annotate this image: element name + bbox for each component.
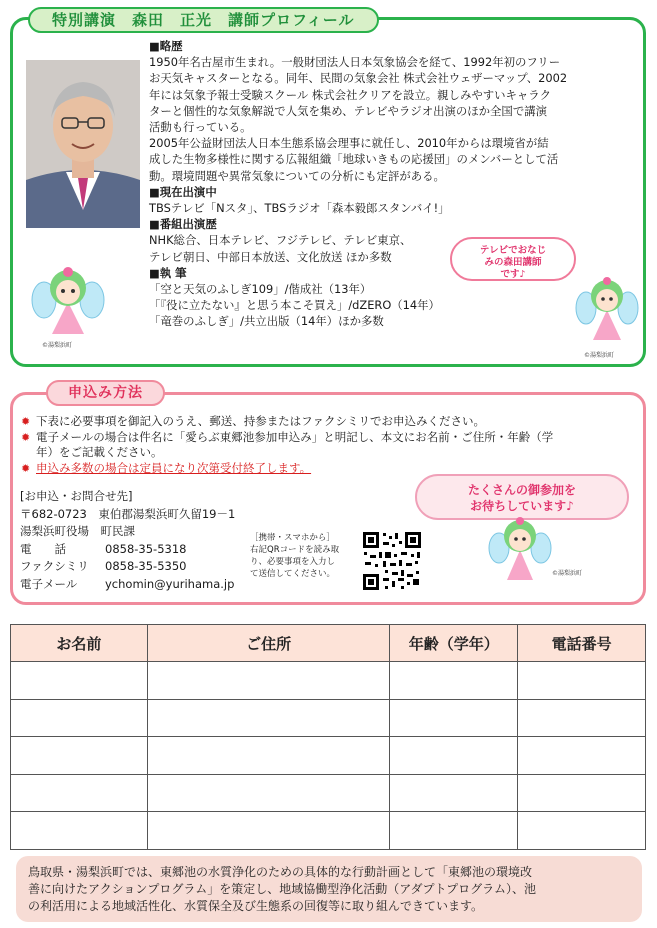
age-cell[interactable]: [390, 737, 518, 775]
email-address[interactable]: ychomin@yurihama.jp: [105, 576, 235, 591]
speech-line: みの森田講師: [484, 257, 542, 268]
speech-line: テレビでおなじ: [479, 245, 547, 256]
qr-code-icon[interactable]: [361, 530, 423, 592]
books-line: 「『役に立たない』と思う本こそ買え」/dZERO（14年）: [149, 298, 440, 313]
contact-info: [20, 488, 235, 593]
bio-line: 成した生物多様性に関する広報組織「地球いきもの応援団」のメンバーとして活: [149, 152, 559, 167]
books-line: 「空と天気のふしぎ109」/偕成社（13年）: [149, 282, 372, 297]
apply-bullets: [20, 414, 620, 476]
age-cell[interactable]: [390, 662, 518, 700]
name-cell[interactable]: [11, 774, 148, 812]
qr-note-line: 右記QRコードを読み取: [250, 545, 340, 555]
qr-note-line: り、必要事項を入力し: [250, 557, 336, 567]
address-cell[interactable]: [147, 812, 390, 850]
bio-line: お天気キャスターとなる。同年、民間の気象会社 株式会社ウェザーマップ、2002: [149, 71, 568, 86]
name-cell[interactable]: [11, 812, 148, 850]
table-header-row: [11, 625, 646, 662]
header-name: お名前: [11, 625, 148, 662]
phone-cell[interactable]: [518, 812, 646, 850]
qr-note: [250, 532, 360, 580]
contact-phone-row: [20, 541, 235, 559]
invite-line: お待ちしています♪: [470, 499, 574, 513]
lecturer-bio: [149, 38, 634, 330]
phone-cell[interactable]: [518, 699, 646, 737]
table-row: [11, 774, 646, 812]
current-heading: ■現在出演中: [149, 184, 217, 199]
bio-line: 動。環境問題や異常気象についての分析にも定評がある。: [149, 168, 445, 183]
address-cell[interactable]: [147, 737, 390, 775]
header-phone: 電話番号: [518, 625, 646, 662]
bio-line: 年には気象予報士受験スクール 株式会社クリアを設立。親しみやすいキャラク: [149, 87, 552, 102]
credit-right: ©湯梨浜町: [584, 352, 615, 359]
shows-line: テレビ朝日、中部日本放送、文化放送 ほか多数: [149, 249, 392, 264]
table-row: [11, 699, 646, 737]
phone-number: 0858-35-5318: [105, 541, 187, 556]
contact-heading: [お申込・お問合せ先]: [20, 489, 133, 503]
qr-note-line: ［携帯・スマホから］: [250, 533, 335, 543]
bullet-mark-icon: ✹: [21, 461, 31, 475]
age-cell[interactable]: [390, 774, 518, 812]
credit-left: ©湯梨浜町: [42, 342, 73, 349]
bullet-mark-icon: ✹: [21, 415, 31, 428]
name-cell[interactable]: [11, 699, 148, 737]
portrait-illustration: [26, 60, 140, 228]
mascot-fairy-right-icon: [574, 272, 640, 346]
mascot-fairy-apply-icon: [488, 514, 552, 584]
name-cell[interactable]: [11, 662, 148, 700]
bullet-text: 下表に必要事項を御記入のうえ、郵送、持参またはファクシミリでお申込みください。: [36, 414, 485, 428]
bio-line: 2005年公益財団法人日本生態系協会理事に就任し、2010年からは環境省が結: [149, 136, 549, 151]
footer-line: 善に向けたアクションプログラム」を策定し、地域協働型浄化活動（アダプトプログラム）、池: [28, 882, 536, 896]
footer-line: 鳥取県・湯梨浜町では、東郷池の水質浄化のための具体的な行動計画として「東郷池の環境改: [28, 865, 533, 879]
bullet-mark-icon: ✹: [21, 430, 31, 444]
bullet-text-cont: 年）をご記載ください。: [36, 445, 163, 460]
phone-label: 電 話: [20, 541, 66, 556]
phone-cell[interactable]: [518, 774, 646, 812]
age-cell[interactable]: [390, 699, 518, 737]
application-form-table: [10, 624, 646, 850]
contact-office: 湯梨浜町役場 町民課: [20, 524, 135, 538]
profile-title: 特別講演 森田 正光 講師プロフィール: [28, 7, 379, 33]
table-row: [11, 812, 646, 850]
footer-line: の利活用による地域活性化、水質保全及び生態系の回復等に取り組んできています。: [28, 899, 484, 913]
phone-cell[interactable]: [518, 662, 646, 700]
qr-note-line: て送信してください。: [250, 569, 336, 579]
current-line: TBSテレビ「Nスタ」、TBSラジオ「森本毅郎スタンバイ!」: [149, 201, 450, 216]
fax-number: 0858-35-5350: [105, 559, 187, 573]
mascot-fairy-left-icon: [30, 262, 106, 340]
lecturer-portrait: [26, 60, 140, 228]
fax-label: ファクシミリ: [20, 559, 89, 573]
bio-line: ターと個性的な気象解説で人気を集め、テレビやラジオ出演のほか全国で講演: [149, 103, 547, 118]
apply-bullet: [20, 414, 620, 430]
address-cell[interactable]: [147, 699, 390, 737]
contact-email-row: [20, 576, 235, 594]
table-row: [11, 737, 646, 775]
invite-line: たくさんの御参加を: [467, 483, 576, 497]
books-heading: ■執 筆: [149, 265, 187, 280]
apply-title: 申込み方法: [46, 380, 165, 406]
header-address: ご住所: [147, 625, 390, 662]
credit-apply: ©湯梨浜町: [552, 570, 583, 577]
shows-line: NHK総合、日本テレビ、フジテレビ、テレビ東京、: [149, 233, 412, 248]
age-cell[interactable]: [390, 812, 518, 850]
shows-heading: ■番組出演歴: [149, 217, 217, 232]
address-cell[interactable]: [147, 774, 390, 812]
bullet-text: 電子メールの場合は件名に「愛らぶ東郷池参加申込み」と明記し、本文にお名前・ご住所・年齢（学: [36, 429, 554, 444]
books-line: 「竜巻のふしぎ」/共立出版（14年）ほか多数: [149, 314, 384, 329]
header-age: 年齢（学年）: [390, 625, 518, 662]
footer-note: [16, 856, 642, 922]
speech-line: です♪: [500, 269, 526, 280]
bio-line: 活動も行っている。: [149, 120, 252, 135]
contact-fax-row: [20, 558, 235, 576]
phone-cell[interactable]: [518, 737, 646, 775]
email-label: 電子メール: [20, 576, 78, 591]
form-body: [11, 662, 646, 850]
address-cell[interactable]: [147, 662, 390, 700]
bio-heading: ■略歴: [149, 39, 183, 53]
name-cell[interactable]: [11, 737, 148, 775]
contact-address: 〒682-0723 東伯郡湯梨浜町久留19－1: [20, 506, 236, 521]
speech-bubble: [450, 237, 576, 281]
table-row: [11, 662, 646, 700]
apply-bullet: [20, 430, 620, 461]
bullet-text: 申込み多数の場合は定員になり次第受付終了します。: [36, 460, 312, 475]
bio-line: 1950年名古屋市生まれ。一般財団法人日本気象協会を経て、1992年初のフリー: [149, 55, 561, 70]
